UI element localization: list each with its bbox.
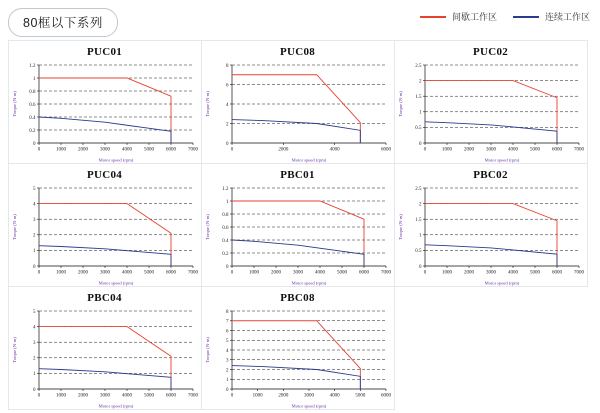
svg-text:3000: 3000 [99, 270, 110, 275]
chart-title: PBC02 [473, 168, 508, 181]
svg-text:5000: 5000 [354, 393, 365, 398]
svg-text:4000: 4000 [329, 393, 340, 398]
svg-text:1000: 1000 [248, 270, 259, 275]
chart-title: PUC02 [472, 45, 509, 58]
svg-text:2000: 2000 [77, 147, 88, 152]
svg-text:Motor speed (rpm): Motor speed (rpm) [98, 403, 133, 408]
svg-text:Torque (N·m): Torque (N·m) [204, 336, 210, 363]
svg-text:Motor speed (rpm): Motor speed (rpm) [291, 403, 326, 408]
svg-text:1000: 1000 [55, 147, 66, 152]
svg-text:1: 1 [32, 76, 35, 82]
chart-title: PBC01 [280, 168, 315, 181]
page-header [0, 0, 600, 38]
chart-plot [9, 304, 203, 409]
svg-text:7000: 7000 [187, 393, 198, 398]
svg-text:Torque (N·m): Torque (N·m) [397, 213, 403, 240]
svg-text:0: 0 [37, 393, 40, 398]
svg-text:6000: 6000 [380, 393, 391, 398]
svg-text:3: 3 [32, 340, 35, 346]
svg-text:0.5: 0.5 [414, 248, 421, 254]
svg-text:2.5: 2.5 [414, 186, 421, 192]
svg-text:6000: 6000 [358, 270, 369, 275]
svg-text:2000: 2000 [270, 270, 281, 275]
svg-text:0: 0 [225, 387, 228, 393]
svg-text:2000: 2000 [77, 393, 88, 398]
svg-text:0.8: 0.8 [221, 212, 228, 218]
chart-cell [394, 163, 588, 287]
svg-text:1: 1 [225, 377, 228, 383]
svg-text:4: 4 [225, 102, 228, 108]
svg-text:1: 1 [225, 199, 228, 205]
svg-text:6000: 6000 [380, 147, 391, 152]
svg-text:1.2: 1.2 [221, 186, 228, 192]
svg-text:4000: 4000 [507, 270, 518, 275]
chart-cell [201, 286, 395, 410]
svg-text:4000: 4000 [329, 147, 340, 152]
series-tag: 80框以下系列 [8, 8, 118, 37]
svg-text:8: 8 [225, 309, 228, 315]
svg-text:2: 2 [32, 356, 35, 362]
svg-text:4: 4 [32, 201, 35, 207]
svg-text:1: 1 [32, 248, 35, 254]
svg-text:2000: 2000 [463, 147, 474, 152]
svg-text:7000: 7000 [573, 270, 584, 275]
legend-item-intermittent [420, 10, 497, 23]
svg-text:Motor speed (rpm): Motor speed (rpm) [98, 157, 133, 162]
svg-text:1000: 1000 [55, 393, 66, 398]
svg-text:7000: 7000 [380, 270, 391, 275]
svg-text:6000: 6000 [551, 147, 562, 152]
svg-text:5000: 5000 [143, 147, 154, 152]
svg-text:6: 6 [225, 82, 228, 88]
svg-text:2000: 2000 [277, 147, 288, 152]
svg-text:4000: 4000 [121, 147, 132, 152]
svg-text:2000: 2000 [463, 270, 474, 275]
svg-text:0: 0 [32, 387, 35, 393]
svg-text:1: 1 [418, 110, 421, 116]
svg-text:Motor speed (rpm): Motor speed (rpm) [484, 280, 519, 285]
svg-text:5: 5 [225, 338, 228, 344]
legend-swatch-intermittent [420, 16, 446, 18]
svg-text:2: 2 [225, 121, 228, 127]
svg-text:0.6: 0.6 [221, 225, 228, 231]
svg-text:7000: 7000 [187, 147, 198, 152]
svg-text:1.5: 1.5 [414, 94, 421, 100]
svg-text:6: 6 [225, 328, 228, 334]
svg-text:1: 1 [32, 371, 35, 377]
svg-text:2000: 2000 [77, 270, 88, 275]
chart-plot [395, 181, 589, 286]
svg-text:Torque (N·m): Torque (N·m) [397, 90, 403, 117]
chart-cell [201, 40, 395, 164]
svg-text:2: 2 [418, 78, 421, 84]
svg-text:6000: 6000 [165, 393, 176, 398]
chart-plot [9, 181, 203, 286]
svg-text:0: 0 [423, 147, 426, 152]
svg-text:6000: 6000 [165, 147, 176, 152]
svg-text:2.5: 2.5 [414, 63, 421, 69]
svg-text:5000: 5000 [336, 270, 347, 275]
svg-text:0: 0 [37, 270, 40, 275]
svg-text:2: 2 [32, 233, 35, 239]
svg-text:Motor speed (rpm): Motor speed (rpm) [484, 157, 519, 162]
svg-text:Torque (N·m): Torque (N·m) [11, 90, 17, 117]
svg-text:2000: 2000 [277, 393, 288, 398]
svg-text:Torque (N·m): Torque (N·m) [11, 336, 17, 363]
svg-text:2: 2 [225, 367, 228, 373]
chart-cell [201, 163, 395, 287]
svg-text:0: 0 [423, 270, 426, 275]
svg-text:0.4: 0.4 [221, 238, 228, 244]
svg-text:6000: 6000 [551, 270, 562, 275]
chart-title: PBC04 [87, 291, 122, 304]
legend [420, 10, 590, 23]
svg-text:0: 0 [230, 147, 233, 152]
svg-text:5000: 5000 [529, 147, 540, 152]
chart-plot [202, 304, 396, 409]
svg-text:4000: 4000 [507, 147, 518, 152]
svg-text:6000: 6000 [165, 270, 176, 275]
svg-text:3000: 3000 [485, 147, 496, 152]
chart-cell [8, 40, 202, 164]
svg-text:1000: 1000 [441, 147, 452, 152]
svg-text:4000: 4000 [121, 393, 132, 398]
svg-text:0: 0 [37, 147, 40, 152]
svg-text:0: 0 [418, 264, 421, 270]
svg-text:0: 0 [225, 264, 228, 270]
svg-text:Motor speed (rpm): Motor speed (rpm) [291, 280, 326, 285]
svg-text:0.8: 0.8 [28, 89, 35, 95]
svg-text:3: 3 [32, 217, 35, 223]
svg-text:5: 5 [32, 309, 35, 315]
legend-label-intermittent: 间歇工作区 [451, 12, 497, 22]
legend-label-continuous: 连续工作区 [544, 12, 590, 22]
svg-text:5000: 5000 [143, 270, 154, 275]
svg-text:4000: 4000 [314, 270, 325, 275]
svg-text:0.4: 0.4 [28, 115, 35, 121]
svg-text:Motor speed (rpm): Motor speed (rpm) [98, 280, 133, 285]
chart-title: PUC04 [86, 168, 123, 181]
svg-text:7000: 7000 [187, 270, 198, 275]
svg-text:1.2: 1.2 [28, 63, 35, 69]
chart-plot [202, 58, 396, 163]
chart-cell [8, 163, 202, 287]
svg-text:7: 7 [225, 319, 228, 325]
svg-text:0.5: 0.5 [414, 125, 421, 131]
svg-text:1.5: 1.5 [414, 217, 421, 223]
svg-text:1: 1 [418, 233, 421, 239]
svg-text:3000: 3000 [292, 270, 303, 275]
svg-text:Motor speed (rpm): Motor speed (rpm) [291, 157, 326, 162]
svg-text:0: 0 [230, 393, 233, 398]
svg-text:5000: 5000 [529, 270, 540, 275]
svg-text:0.2: 0.2 [28, 128, 35, 134]
svg-text:4: 4 [32, 324, 35, 330]
chart-plot [9, 58, 203, 163]
svg-text:0: 0 [32, 141, 35, 147]
svg-text:3000: 3000 [303, 393, 314, 398]
svg-text:3000: 3000 [99, 393, 110, 398]
svg-text:8: 8 [225, 63, 228, 69]
chart-title: PUC08 [279, 45, 316, 58]
chart-plot [395, 58, 589, 163]
svg-text:2: 2 [418, 201, 421, 207]
svg-text:1000: 1000 [55, 270, 66, 275]
svg-text:0: 0 [418, 141, 421, 147]
legend-item-continuous [513, 10, 590, 23]
svg-text:0: 0 [230, 270, 233, 275]
svg-text:3: 3 [225, 358, 228, 364]
chart-grid [8, 40, 592, 409]
svg-text:5: 5 [32, 186, 35, 192]
svg-text:0: 0 [32, 264, 35, 270]
svg-text:0: 0 [225, 141, 228, 147]
svg-text:3000: 3000 [485, 270, 496, 275]
svg-text:3000: 3000 [99, 147, 110, 152]
chart-cell [8, 286, 202, 410]
svg-text:0.6: 0.6 [28, 102, 35, 108]
chart-cell [394, 40, 588, 164]
svg-text:1000: 1000 [252, 393, 263, 398]
svg-text:Torque (N·m): Torque (N·m) [204, 90, 210, 117]
svg-text:7000: 7000 [573, 147, 584, 152]
svg-text:4: 4 [225, 348, 228, 354]
svg-text:Torque (N·m): Torque (N·m) [11, 213, 17, 240]
empty-cell [394, 286, 588, 410]
svg-text:0.2: 0.2 [221, 251, 228, 257]
chart-title: PBC08 [280, 291, 315, 304]
svg-text:4000: 4000 [121, 270, 132, 275]
svg-text:Torque (N·m): Torque (N·m) [204, 213, 210, 240]
svg-text:1000: 1000 [441, 270, 452, 275]
chart-plot [202, 181, 396, 286]
legend-swatch-continuous [513, 16, 539, 18]
svg-text:5000: 5000 [143, 393, 154, 398]
chart-title: PUC01 [86, 45, 123, 58]
